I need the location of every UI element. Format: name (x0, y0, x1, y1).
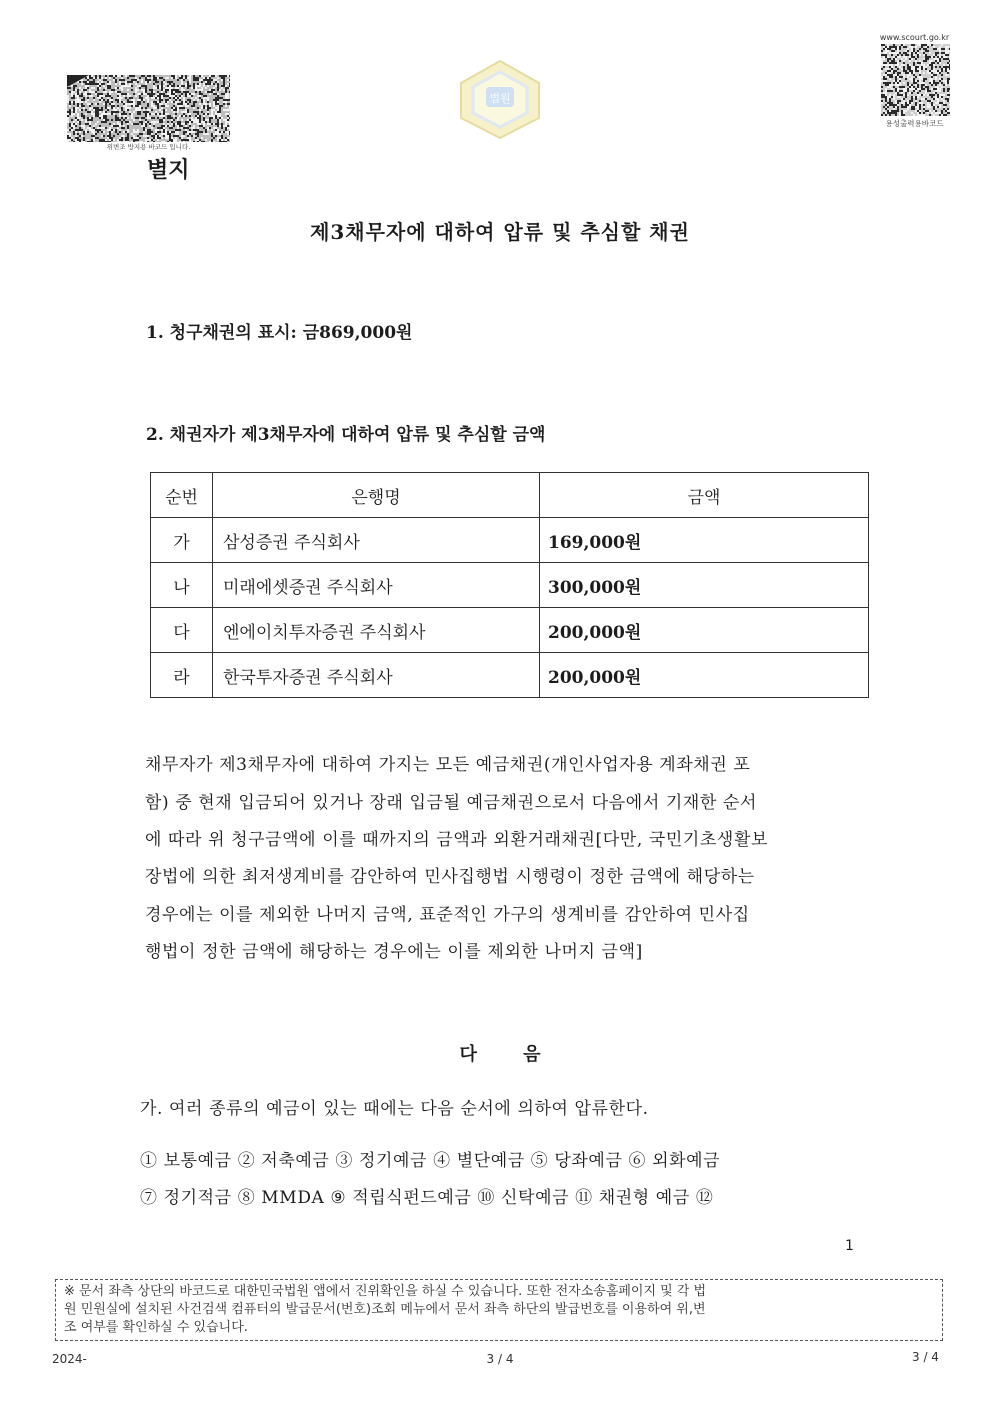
paragraph-line: 장법에 의한 최저생계비를 감안하여 민사집행법 시행령이 정한 금액에 해당하는 (145, 867, 755, 887)
row-bank: 미래에셋증권 주식회사 (213, 563, 540, 608)
row-no: 라 (151, 653, 213, 698)
row-amount: 200,000원 (540, 653, 869, 698)
paragraph-line: 행법이 정한 금액에 해당하는 경우에는 이를 제외한 나머지 금액] (145, 942, 643, 962)
row-amount: 200,000원 (540, 608, 869, 653)
item-ga: 가. 여러 종류의 예금이 있는 때에는 다음 순서에 의하여 압류한다. (140, 1099, 649, 1119)
row-no: 가 (151, 518, 213, 563)
notice-line: 조 여부를 확인하실 수 있습니다. (64, 1320, 248, 1335)
footer-page-right: 3 / 4 (912, 1350, 939, 1364)
following-heading: 다 음 (459, 1044, 561, 1065)
table-header-row (151, 473, 869, 518)
row-amount: 169,000원 (540, 518, 869, 563)
footer-page-center: 3 / 4 (486, 1352, 514, 1366)
annex-label: 별지 (147, 158, 190, 183)
paragraph-line: 함) 중 현재 입금되어 있거나 장래 입금될 예금채권으로서 다음에서 기재한 순서 (145, 793, 757, 813)
qr-caption: 용성출력용바코드 (885, 119, 944, 128)
deposit-order-line: ① 보통예금 ② 저축예금 ③ 정기예금 ④ 별단예금 ⑤ 당좌예금 ⑥ 외화예금 (140, 1151, 721, 1171)
page-number: 1 (845, 1238, 854, 1254)
table-row (151, 563, 869, 608)
paragraph-line: 채무자가 제3채무자에 대하여 가지는 모든 예금채권(개인사업자용 계좌채권 포 (145, 755, 751, 775)
header-amount: 금액 (540, 473, 869, 518)
row-bank: 한국투자증권 주식회사 (213, 653, 540, 698)
header-no: 순번 (151, 473, 213, 518)
row-no: 다 (151, 608, 213, 653)
qr-code-icon (881, 44, 950, 116)
row-amount: 300,000원 (540, 563, 869, 608)
claim-amount-heading: 1. 청구채권의 표시: 금869,000원 (146, 323, 413, 343)
seal-text: 법원 (489, 92, 511, 105)
seizure-amount-heading: 2. 채권자가 제3채무자에 대하여 압류 및 추심할 금액 (146, 425, 546, 445)
paragraph-line: 경우에는 이를 제외한 나머지 금액, 표준적인 가구의 생계비를 감안하여 민사집 (145, 905, 750, 925)
row-bank: 엔에이치투자증권 주식회사 (213, 608, 540, 653)
table-row (151, 518, 869, 563)
row-no: 나 (151, 563, 213, 608)
table-row (151, 653, 869, 698)
verification-notice (55, 1279, 943, 1341)
paragraph-line: 에 따라 위 청구금액에 이를 때까지의 금액과 외환거래채권[다만, 국민기초생활보 (145, 830, 768, 850)
bank-amount-table (150, 472, 869, 698)
table-row (151, 608, 869, 653)
barcode-caption: 위변조 방지용 바코드 입니다. (106, 143, 191, 151)
anti-forgery-barcode (67, 75, 230, 142)
document-title: 제3채무자에 대하여 압류 및 추심할 채권 (310, 220, 690, 244)
qr-url: www.scourt.go.kr (879, 33, 950, 42)
court-seal-icon (455, 58, 545, 140)
row-bank: 삼성증권 주식회사 (213, 518, 540, 563)
notice-line: 원 민원실에 설치된 사건검색 컴퓨터의 발급문서(번호)조회 메뉴에서 문서 좌측 하단의 발급번호를 이용하여 위,변 (64, 1302, 706, 1317)
issue-number: 2024- (52, 1352, 87, 1366)
header-bank: 은행명 (213, 473, 540, 518)
notice-line: ※ 문서 좌측 상단의 바코드로 대한민국법원 앱에서 진위확인을 하실 수 있습니다. 또한 전자소송홈페이지 및 각 법 (64, 1284, 707, 1299)
deposit-order-line: ⑦ 정기적금 ⑧ MMDA ⑨ 적립식펀드예금 ⑩ 신탁예금 ⑪ 채권형 예금 ⑫ (140, 1188, 714, 1208)
